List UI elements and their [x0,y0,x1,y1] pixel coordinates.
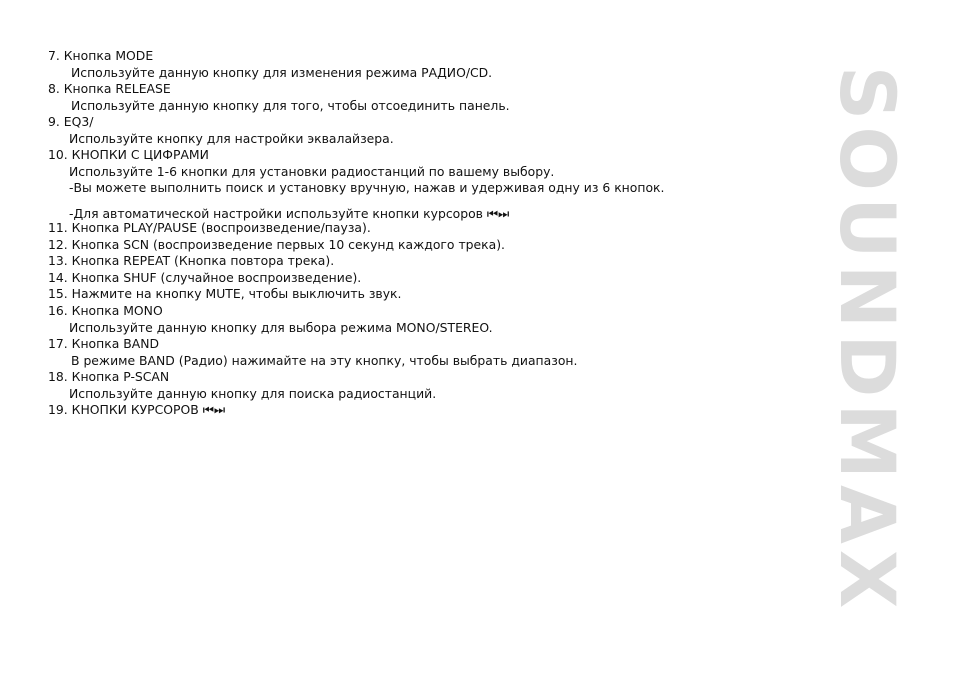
item-10-note-manual: -Вы можете выполнить поиск и установку вручную, нажав и удерживая одну из 6 кнопок. [69,180,665,195]
item-12: 12. Кнопка SCN (воспроизведение первых 10 секунд каждого трека). [48,237,505,252]
item-17-heading: 17. Кнопка BAND [48,336,160,351]
item-7-description: Используйте данную кнопку для изменения режима РАДИО/CD. [71,65,493,80]
brand-logo-text: SOUNDMAX [823,65,912,615]
item-16-heading: 16. Кнопка MONO [48,303,163,318]
item-10-heading: 10. КНОПКИ С ЦИФРАМИ [48,147,209,162]
item-8-heading: 8. Кнопка RELEASE [48,81,171,96]
item-16-description: Используйте данную кнопку для выбора режима MONO/STEREO. [69,320,493,335]
item-9-heading: 9. EQ3/ [48,114,94,129]
item-11: 11. Кнопка PLAY/PAUSE (воспроизведение/пауза). [48,220,371,235]
item-15: 15. Нажмите на кнопку MUTE, чтобы выключить звук. [48,286,402,301]
item-8-description: Используйте данную кнопку для того, чтобы отсоединить панель. [71,98,510,113]
brand-watermark [812,40,922,640]
item-10-note-auto: -Для автоматической настройки используйте кнопки курсоров ⏮⏭ [69,206,510,221]
item-13: 13. Кнопка REPEAT (Кнопка повтора трека). [48,253,335,268]
item-10-description: Используйте 1-6 кнопки для установки радиостанций по вашему выбору. [69,164,555,179]
item-18-description: Используйте данную кнопку для поиска радиостанций. [69,386,437,401]
item-14: 14. Кнопка SHUF (случайное воспроизведение). [48,270,362,285]
item-18-heading: 18. Кнопка P-SCAN [48,369,170,384]
item-19-heading: 19. КНОПКИ КУРСОРОВ ⏮⏭ [48,402,226,417]
item-9-description: Используйте кнопку для настройки эквалайзера. [69,131,394,146]
item-17-description: В режиме BAND (Радио) нажимайте на эту кнопку, чтобы выбрать диапазон. [71,353,578,368]
item-7-heading: 7. Кнопка MODE [48,48,154,63]
